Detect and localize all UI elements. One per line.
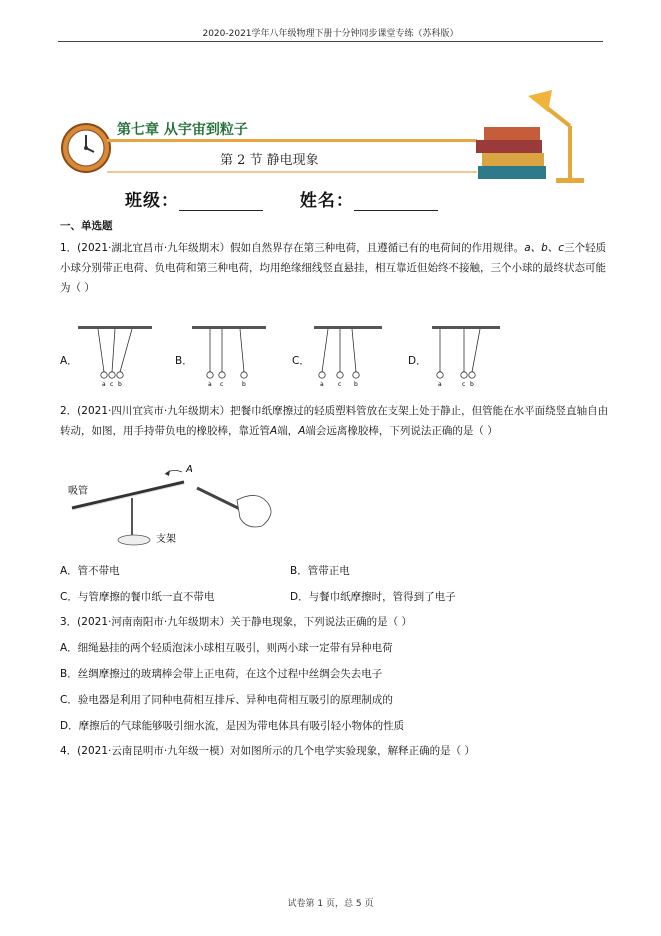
q2-text-b: 端， bbox=[277, 425, 299, 437]
question-1 bbox=[60, 238, 610, 298]
q1-c-ball-label-2: c bbox=[338, 381, 342, 388]
class-input-line[interactable] bbox=[179, 194, 263, 211]
q3-option-a[interactable]: A．细绳悬挂的两个轻质泡沫小球相互吸引，则两小球一定带有异种电荷 bbox=[60, 642, 393, 654]
q3-option-d[interactable]: D．摩擦后的气球能够吸引细水流，是因为带电体具有吸引轻小物体的性质 bbox=[60, 720, 405, 732]
q1-d-ball-label-3: b bbox=[470, 381, 474, 388]
q2-text-c: 端会远离橡胶棒，下列说法正确的是（ ） bbox=[305, 425, 498, 437]
q1-a-ball-label-1: a bbox=[102, 381, 106, 388]
student-info-row bbox=[125, 186, 468, 211]
q1-text-b: 三个轻质小球分别带正电荷、负电荷和第三种电荷，均用绝缘细线竖直悬挂，相互靠近但始终不接触，三个小球的最终状态可能为（ ） bbox=[60, 242, 607, 294]
q2-label-tube: 吸管 bbox=[68, 486, 88, 497]
question-3: 3．(2021·河南南阳市·九年级期末）关于静电现象，下列说法正确的是（ ） bbox=[60, 616, 413, 628]
q1-text-a: 1．(2021·湖北宜昌市·九年级期末）假如自然界存在第三种电荷，且遵循已有的电荷间的作用规律。 bbox=[60, 242, 525, 254]
clock-icon bbox=[60, 122, 112, 174]
name-label: 姓名： bbox=[299, 191, 354, 211]
q2-label-end: A bbox=[186, 464, 193, 475]
question-2 bbox=[60, 401, 610, 441]
q2-figure bbox=[62, 458, 287, 550]
section-title: 第 2 节 静电现象 bbox=[220, 153, 319, 168]
q1-figure-d bbox=[426, 322, 506, 388]
q1-d-ball-label-1: a bbox=[438, 381, 442, 388]
title-band-lower bbox=[107, 171, 477, 173]
q1-figure-a bbox=[78, 322, 158, 388]
class-label: 班级： bbox=[125, 191, 179, 211]
q1-option-b[interactable]: B． bbox=[175, 355, 193, 367]
q1-option-c[interactable]: C． bbox=[292, 355, 310, 367]
q3-option-c[interactable]: C．验电器是利用了同种电荷相互排斥、异种电荷相互吸引的原理制成的 bbox=[60, 694, 393, 706]
q2-option-b[interactable]: B．管带正电 bbox=[290, 565, 350, 577]
q2-option-a[interactable]: A．管不带电 bbox=[60, 565, 120, 577]
q1-d-ball-label-2: c bbox=[462, 381, 466, 388]
page-header: 2020-2021学年八年级物理下册十分钟同步课堂专练（苏科版） bbox=[202, 29, 459, 39]
section-heading: 一、单选题 bbox=[60, 220, 113, 232]
q1-c-ball-label-3: b bbox=[354, 381, 358, 388]
q1-b-ball-label-3: b bbox=[242, 381, 246, 388]
q2-option-c[interactable]: C．与管摩擦的餐巾纸一直不带电 bbox=[60, 591, 215, 603]
header-divider bbox=[58, 41, 603, 42]
lamp-books-icon bbox=[470, 86, 590, 186]
page-footer: 试卷第 1 页，总 5 页 bbox=[287, 899, 374, 909]
q1-a-ball-label-2: c bbox=[110, 381, 114, 388]
q1-b-ball-label-2: c bbox=[220, 381, 224, 388]
q3-option-b[interactable]: B．丝绸摩擦过的玻璃棒会带上正电荷，在这个过程中丝绸会失去电子 bbox=[60, 668, 383, 680]
q2-option-d[interactable]: D．与餐巾纸摩擦时，管得到了电子 bbox=[290, 591, 456, 603]
q1-var-c: c bbox=[558, 242, 565, 254]
q1-b-ball-label-1: a bbox=[208, 381, 212, 388]
q1-a-ball-label-3: b bbox=[118, 381, 122, 388]
q2-var-a2: A bbox=[298, 425, 306, 437]
q1-figure-c bbox=[308, 322, 388, 388]
q1-option-a[interactable]: A． bbox=[60, 355, 78, 367]
chapter-title: 第七章 从宇宙到粒子 bbox=[117, 122, 248, 138]
q2-label-stand: 支架 bbox=[156, 534, 176, 545]
q2-var-a1: A bbox=[270, 425, 278, 437]
name-input-line[interactable] bbox=[354, 194, 438, 211]
q1-figure-b bbox=[192, 322, 272, 388]
q1-vars: a、b、 bbox=[524, 242, 559, 254]
question-4: 4．(2021·云南昆明市·九年级一模）对如图所示的几个电学实验现象，解释正确的是（ ） bbox=[60, 745, 476, 757]
q2-text-a: 2．(2021·四川宜宾市·九年级期末）把餐巾纸摩擦过的轻质塑料管放在支架上处于静止，但管能在水平面绕竖直轴自由转动，如图，用手持带负电的橡胶棒，靠近管 bbox=[60, 405, 609, 437]
q1-c-ball-label-1: a bbox=[320, 381, 324, 388]
title-band bbox=[107, 139, 477, 142]
q1-option-d[interactable]: D． bbox=[408, 355, 427, 367]
